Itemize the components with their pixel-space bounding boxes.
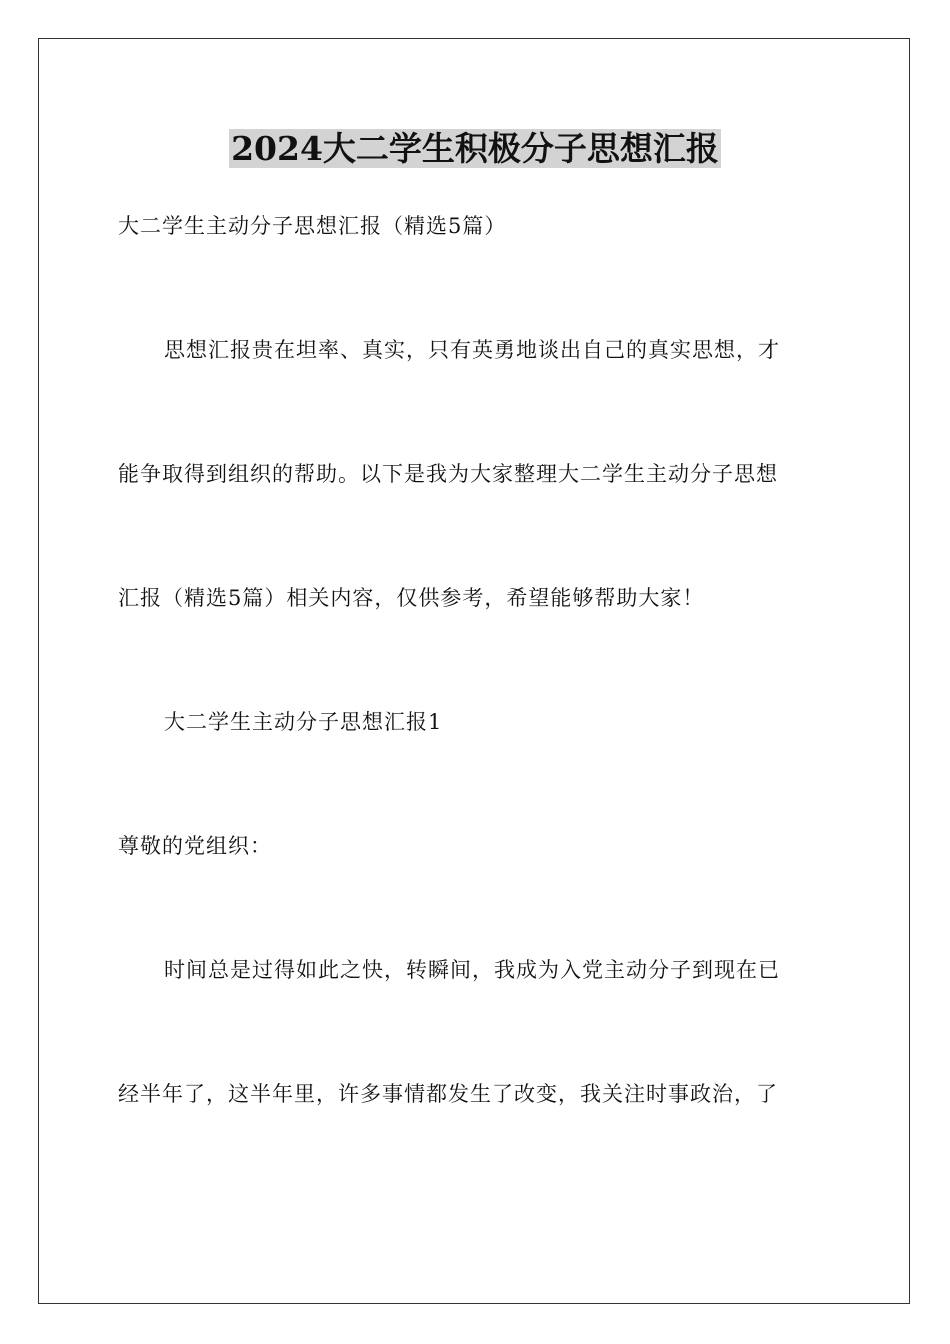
paragraph-line-3: 汇报（精选5篇）相关内容，仅供参考，希望能够帮助大家！ [118, 586, 705, 610]
salutation: 尊敬的党组织： [118, 834, 272, 858]
section-heading: 大二学生主动分子思想汇报1 [164, 710, 443, 734]
paragraph-line-2: 能争取得到组织的帮助。以下是我为大家整理大二学生主动分子思想 [118, 462, 778, 486]
paragraph-line-1: 思想汇报贵在坦率、真实，只有英勇地谈出自己的真实思想，才 [164, 338, 780, 362]
paragraph-line-4: 时间总是过得如此之快，转瞬间，我成为入党主动分子到现在已 [164, 958, 780, 982]
document-subtitle: 大二学生主动分子思想汇报（精选5篇） [118, 214, 507, 238]
document-title-text: 2024大二学生积极分子思想汇报 [231, 129, 719, 168]
paragraph-line-5: 经半年了，这半年里，许多事情都发生了改变，我关注时事政治，了 [118, 1082, 778, 1106]
document-title [0, 127, 950, 171]
